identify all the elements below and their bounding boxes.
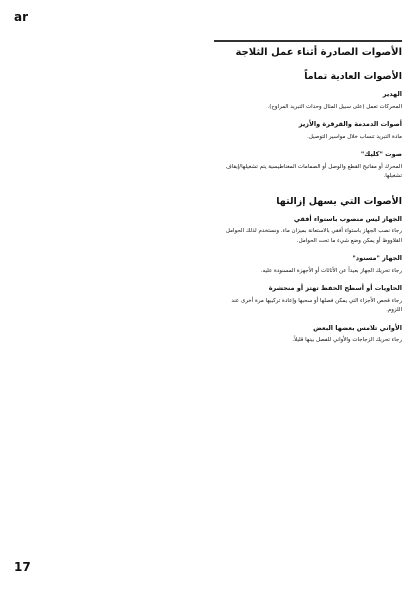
content-column <box>214 40 402 354</box>
item-label: أصوات الدمدمة والقرقرة والأزيز <box>298 120 402 129</box>
page-number: 17 <box>14 560 31 574</box>
item-description: رجاء نصب الجهاز باستواء أفقي بالاستعانة بميزان ماء. ونستخدم لذلك الحوامل القلاووظ أو يمكن وضع شيء ما تحت الحوامل. <box>225 228 402 244</box>
item-description: رجاء تحريك الجهاز بعيداً عن الأثاثات أو الأجهزة المسنودة عليه. <box>260 267 402 274</box>
item-label: الحاويات أو أسطح الحفظ تهتز أو منحشرة <box>268 284 402 293</box>
section-title-easy-fix-sounds: الأصوات التي يسهل إزالتها <box>276 195 402 207</box>
page-title: الأصوات الصادرة أثناء عمل الثلاجة <box>214 40 402 59</box>
item-description: المحرك أو مفاتيح القطع والوصل أو الصمامات المغناطيسية يتم تشغيلها/إيقاف تشغيلها. <box>226 163 402 180</box>
item-description: رجاء تحريك الزجاجات والأواني للفصل بينها قليلاً. <box>292 337 402 344</box>
item-description: رجاء فحص الأجزاء التي يمكن فصلها أو سحبها وإعادة تركيبها مرة أخرى عند اللزوم. <box>231 298 402 314</box>
item-label: الهدير <box>382 90 402 98</box>
item-description: مادة التبريد تنساب خلال مواسير التوصيل. <box>307 133 402 140</box>
language-code: ar <box>14 10 29 24</box>
item-label: صوت "كليك" <box>360 150 402 159</box>
section-title-normal-sounds: الأصوات العادية تماماً <box>304 71 402 82</box>
item-description: المحركات تعمل (على سبيل المثال وحدات التبريد المراوح). <box>267 103 402 110</box>
item-label: الجهاز "مسنود" <box>352 254 402 263</box>
item-label: الجهاز ليس منصوب باستواء أفقي <box>293 214 402 223</box>
item-label: الأواني تلامس بعضها البعض <box>313 323 402 332</box>
